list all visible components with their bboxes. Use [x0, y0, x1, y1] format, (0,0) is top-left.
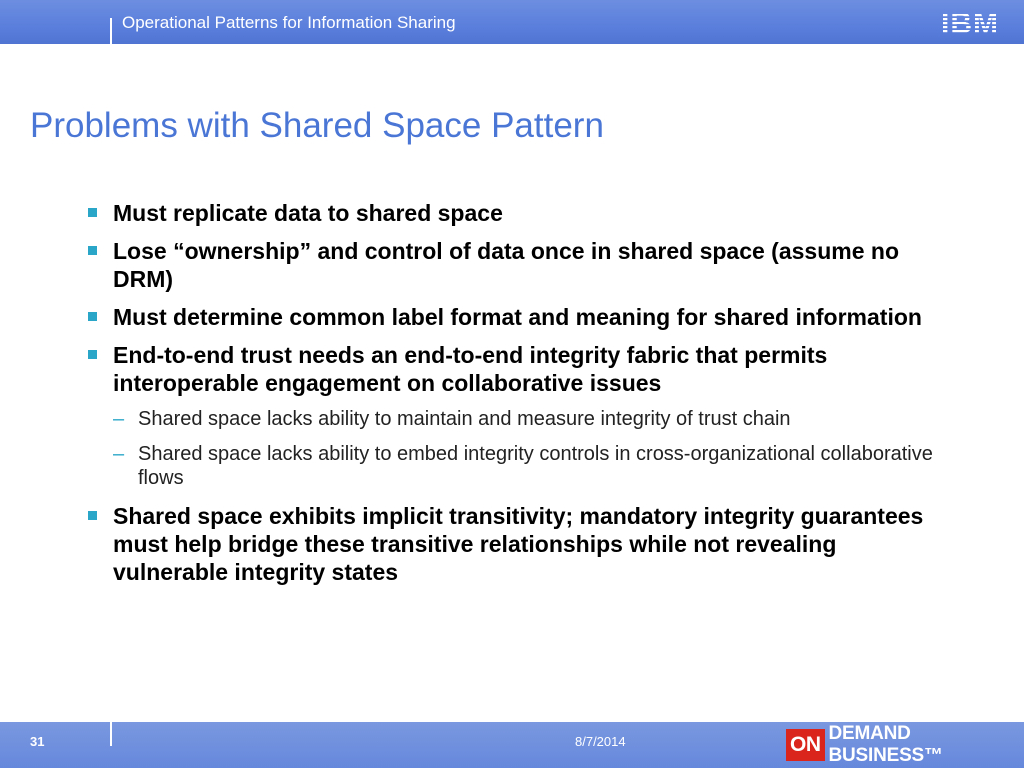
- ibm-logo-icon: [936, 6, 1004, 38]
- bullet-square-icon: [88, 246, 97, 255]
- bullet-item: [88, 341, 938, 397]
- sub-bullet-item: [88, 442, 938, 490]
- bullet-text: End-to-end trust needs an end-to-end integrity fabric that permits interoperable engagement on collaborative issues: [113, 342, 828, 396]
- bullet-item: [88, 303, 938, 331]
- sub-bullet-item: [88, 407, 938, 431]
- on-demand-business-logo: [786, 723, 1024, 766]
- dash-marker-icon: –: [113, 408, 125, 430]
- sub-bullet-list: [88, 407, 938, 490]
- slide-date: 8/7/2014: [575, 734, 626, 749]
- bullet-square-icon: [88, 350, 97, 359]
- bullet-square-icon: [88, 312, 97, 321]
- bullet-text: Must determine common label format and meaning for shared information: [113, 304, 922, 330]
- sub-bullet-text: Shared space lacks ability to maintain and measure integrity of trust chain: [138, 408, 791, 430]
- footer-divider: [110, 722, 112, 746]
- header-bar: [0, 0, 1024, 44]
- dash-marker-icon: –: [113, 443, 125, 465]
- header-title: Operational Patterns for Information Sharing: [122, 13, 456, 32]
- bullet-item: [88, 502, 938, 586]
- header-divider: [110, 18, 112, 44]
- bullet-item: [88, 199, 938, 227]
- bullet-text: Shared space exhibits implicit transitivity; mandatory integrity guarantees must help bridge these transitive relationships while not revealing vulnerable integrity states: [113, 503, 924, 585]
- bullet-text: Must replicate data to shared space: [113, 200, 503, 226]
- on-demand-text: DEMAND BUSINESS™: [828, 723, 943, 766]
- page-number: 31: [30, 734, 45, 749]
- bullet-square-icon: [88, 208, 97, 217]
- bullet-item: [88, 237, 938, 293]
- bullet-square-icon: [88, 511, 97, 520]
- sub-bullet-text: Shared space lacks ability to embed integrity controls in cross-organizational collaborative flows: [138, 443, 933, 489]
- on-demand-badge: ON: [786, 729, 825, 761]
- slide-title: Problems with Shared Space Pattern: [30, 106, 604, 145]
- bullet-text: Lose “ownership” and control of data once in shared space (assume no DRM): [113, 238, 899, 292]
- bullet-list: [88, 199, 938, 596]
